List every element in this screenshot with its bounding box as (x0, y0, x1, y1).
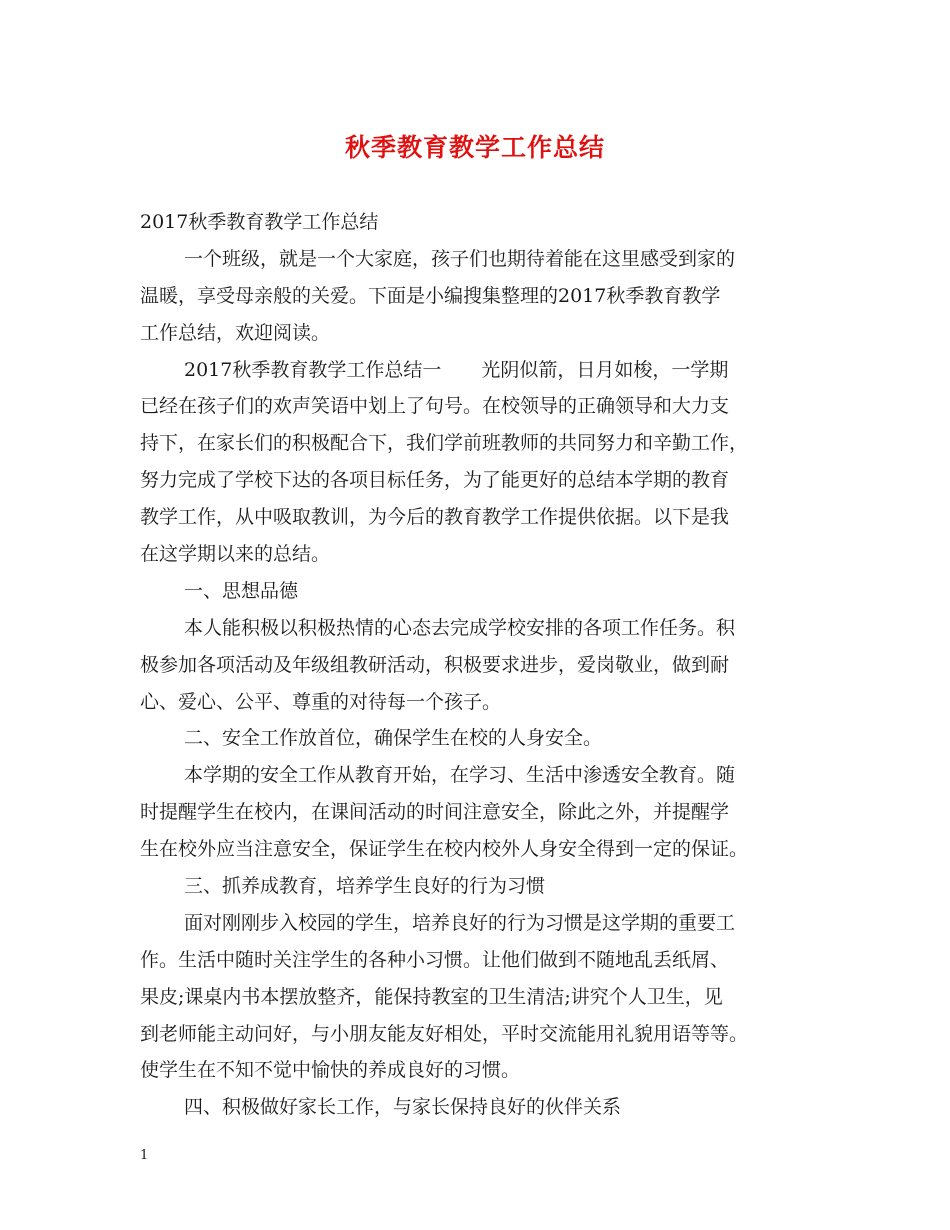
paragraph-line: 时提醒学生在校内，在课间活动的时间注意安全，除此之外，并提醒学 (140, 801, 730, 824)
heading-safety: 二、安全工作放首位，确保学生在校的人身安全。 (184, 727, 603, 750)
paragraph-line: 到老师能主动问好，与小朋友能友好相处，平时交流能用礼貌用语等等。 (140, 1022, 749, 1045)
intro-line: 温暖，享受母亲般的关爱。下面是小编搜集整理的2017秋季教育教学 (140, 284, 721, 307)
paragraph-line: 作。生活中随时关注学生的各种小习惯。让他们做到不随地乱丢纸屑、 (140, 948, 730, 971)
section-one-line: 在这学期以来的总结。 (140, 543, 331, 566)
document-body (140, 204, 815, 1126)
section-one-first-line-text: 光阴似箭，日月如梭，一学期 (481, 358, 729, 381)
intro-line: 工作总结，欢迎阅读。 (140, 321, 331, 344)
section-one-line: 持下，在家长们的积极配合下，我们学前班教师的共同努力和辛勤工作， (140, 432, 749, 455)
section-one-line: 教学工作，从中吸取教训，为今后的教育教学工作提供依据。以下是我 (140, 506, 730, 529)
paragraph-line: 心、爱心、公平、尊重的对待每一个孩子。 (140, 690, 502, 713)
section-one-line: 已经在孩子们的欢声笑语中划上了句号。在校领导的正确领导和大力支 (140, 395, 730, 418)
paragraph-line: 使学生在不知不觉中愉快的养成良好的习惯。 (140, 1059, 521, 1082)
paragraph-line: 极参加各项活动及年级组教研活动，积极要求进步，爱岗敬业，做到耐 (140, 653, 730, 676)
section-one-line: 努力完成了学校下达的各项目标任务，为了能更好的总结本学期的教育 (140, 469, 730, 492)
paragraph-line: 本人能积极以积极热情的心态去完成学校安排的各项工作任务。积 (184, 616, 736, 639)
paragraph-line: 生在校外应当注意安全，保证学生在校内校外人身安全得到一定的保证。 (140, 838, 749, 861)
paragraph-line: 面对刚刚步入校园的学生，培养良好的行为习惯是这学期的重要工 (184, 911, 736, 934)
document-title: 秋季教育教学工作总结 (344, 133, 605, 162)
intro-line: 一个班级，就是一个大家庭，孩子们也期待着能在这里感受到家的 (184, 247, 736, 270)
page-number: 1 (140, 1148, 149, 1163)
heading-parents: 四、积极做好家长工作，与家长保持良好的伙伴关系 (184, 1096, 622, 1119)
paragraph-line: 果皮;课桌内书本摆放整齐，能保持教室的卫生清洁;讲究个人卫生，见 (140, 985, 723, 1008)
section-one-heading: 2017秋季教育教学工作总结一 (184, 358, 442, 381)
heading-moral-character: 一、思想品德 (184, 579, 299, 602)
heading-habits: 三、抓养成教育，培养学生良好的行为习惯 (184, 875, 546, 898)
paragraph-line: 本学期的安全工作从教育开始，在学习、生活中渗透安全教育。随 (184, 764, 736, 787)
section-one-first-line (140, 352, 815, 389)
document-subtitle: 2017秋季教育教学工作总结 (140, 211, 379, 233)
